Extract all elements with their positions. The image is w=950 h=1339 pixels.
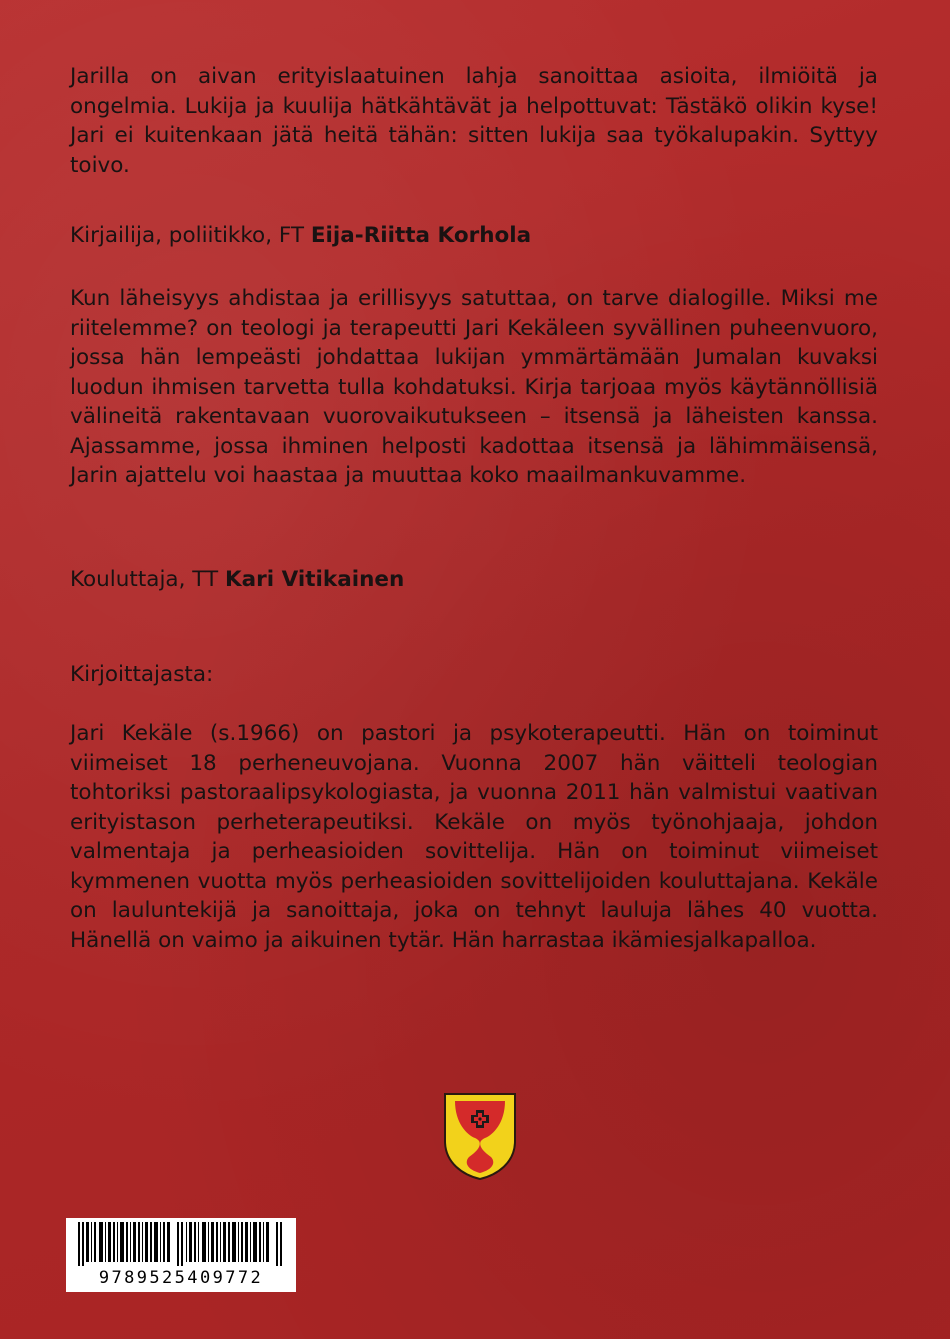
isbn-number: 9789525409772 [98, 1268, 264, 1288]
author-heading: Kirjoittajasta: [70, 662, 214, 687]
review-1-attribution-title: Kirjailija, poliitikko, FT [70, 223, 311, 248]
review-1-text: Jarilla on aivan erityislaatuinen lahja sanoittaa asioita, ilmiöitä ja ongelmia. Lukija ja kuulija hätkähtävät ja helpottuvat: Tästäkö olikin kyse! Jari ei kuitenkaan jätä heitä tähän: sitten lukija saa työkalupakin. Syttyy toivo. [70, 64, 878, 178]
author-bio [70, 719, 878, 955]
author-bio-text: Jari Kekäle (s.1966) on pastori ja psykoterapeutti. Hän on toiminut viimeiset 18 perheneuvojana. Vuonna 2007 hän väitteli teologian tohtoriksi pastoraalipsykologiasta, ja vuonna 2011 hän valmistui vaativan erityistason perheterapeutiksi. Kekäle on myös työnohjaaja, johdon valmentaja ja perheasioiden sovittelija. Hän on toiminut viimeiset kymmenen vuotta myös perheasioiden sovittelijoiden kouluttajana. Kekäle on lauluntekijä ja sanoittaja, joka on tehnyt lauluja lähes 40 vuotta. Hänellä on vaimo ja aikuinen tytär. Hän harrastaa ikämiesjalkapalloa. [70, 721, 878, 953]
barcode-bars [74, 1222, 288, 1266]
review-quote-1 [70, 62, 878, 180]
review-2-attribution [70, 565, 878, 595]
chalice-cross-shield-icon [441, 1091, 519, 1181]
review-2-attribution-name: Kari Vitikainen [224, 567, 405, 592]
review-2-text: Kun läheisyys ahdistaa ja erillisyys satuttaa, on tarve dialogille. Miksi me riitelemme? on teologi ja terapeutti Jari Kekäleen syvällinen puheenvuoro, jossa hän lempeästi johdattaa lukijan ymmärtämään Jumalan kuvaksi luodun ihmisen tarvetta tulla kohdatuksi. Kirja tarjoaa myös käytännöllisiä välineitä rakentavaan vuorovaikutukseen – itsensä ja läheisten kanssa. Ajassamme, jossa ihminen helposti kadottaa itsensä ja lähimmäisensä, Jarin ajattelu voi haastaa ja muuttaa koko maailmankuvamme. [70, 286, 878, 488]
isbn-barcode [66, 1218, 296, 1292]
review-quote-2 [70, 284, 878, 491]
review-1-attribution-name: Eija-Riitta Korhola [310, 223, 532, 248]
review-2-attribution-title: Kouluttaja, TT [70, 567, 225, 592]
review-1-attribution [70, 221, 878, 251]
